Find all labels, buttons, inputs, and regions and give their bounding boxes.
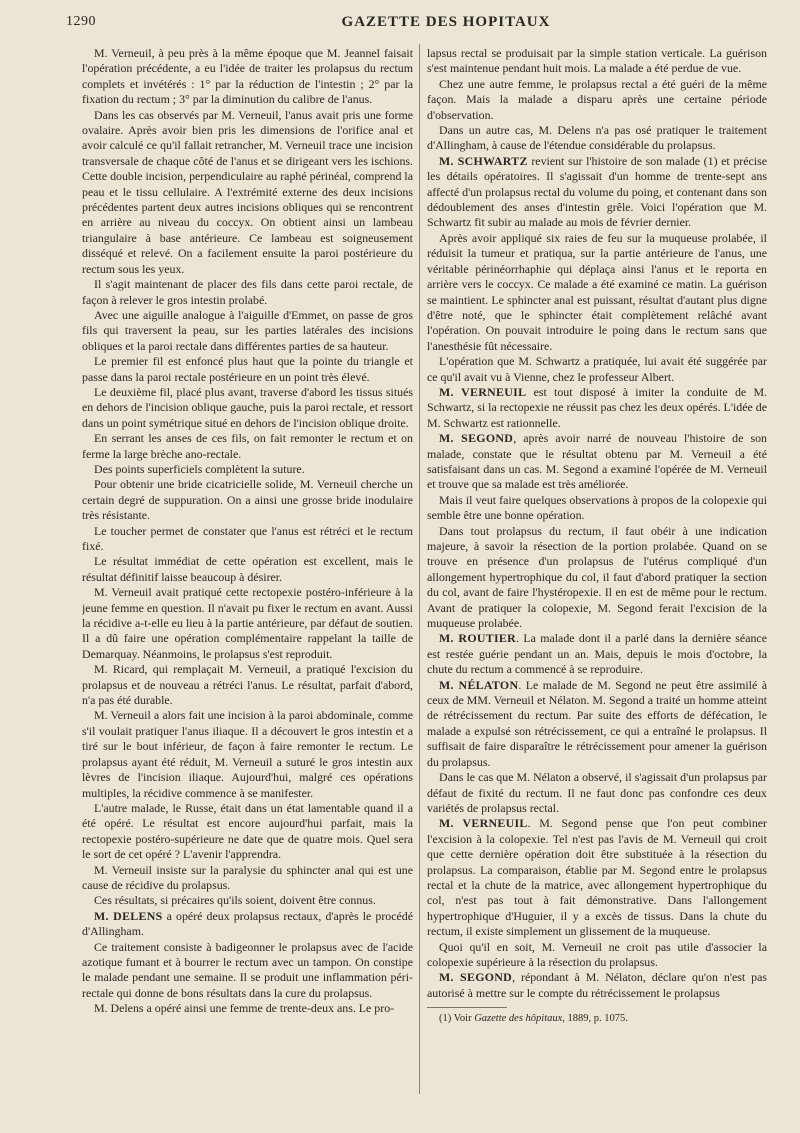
- paragraph: Des points superficiels complètent la suture.: [94, 461, 305, 476]
- paragraph: Dans les cas observés par M. Verneuil, l'anus avait pris une forme ovalaire. Après avoir bien pris les dimensions de l'orifice anal et avoir calculé ce qu'il fallait retrancher, M. Verneuil trace une incision transversale de chaque côté de l'anus et se dirigeant vers les ischions. Cette double incision, perpendiculaire au raphé périnéal, comprend la peau et le tissu cellulaire. A l'extrémité externe des deux incisions précédentes partent deux autres incisions obliques qui se rencontrent en arrière au niveau du coccyx. On obtient ainsi un lambeau triangulaire à base antérieure. Ce lambeau est soigneusement disséqué et relevé. On a facilement ensuite la paroi postérieure du rectum sous les yeux.: [82, 107, 413, 276]
- speaker-name: M. VERNEUIL: [439, 816, 528, 831]
- paragraph: M. Verneuil, à peu près à la même époque que M. Jeannel faisait l'opération précédente, a eu l'idée de traiter les prolapsus du rectum complets et invétérés : 1° par la réduction de l'intestin ; 2° par la fixation du rectum ; 3° par la diminution du calibre de l'anus.: [82, 46, 413, 107]
- running-title: GAZETTE DES HOPITAUX: [341, 14, 551, 30]
- paragraph: M. NÉLATON. Le malade de M. Segond ne peut être assimilé à ceux de MM. Verneuil et Nélaton. M. Segond a traité un homme atteint de rétrécissement du rectum. Par suite des efforts de défécation, le malade a expulsé son rétrécissement, ce qui a entraîné le prolapsus. Il suffisait de faire disparaître le rétrécissement pour amener la guérison du prolapsus.: [427, 677, 767, 769]
- left-column: [82, 46, 413, 1103]
- speaker-name: M. NÉLATON: [439, 677, 519, 692]
- paragraph: lapsus rectal se produisait par la simple station verticale. La guérison s'est maintenue pendant huit mois. La malade a été perdue de vue.: [427, 46, 767, 76]
- footnote-reference: , 1889, p. 1075.: [562, 1013, 628, 1025]
- paragraph: Ces résultats, si précaires qu'ils soient, doivent être connus.: [94, 893, 376, 908]
- right-column: [427, 46, 767, 1103]
- paragraph: M. SCHWARTZ revient sur l'histoire de son malade (1) et précise les détails opératoires. Il s'agissait d'un homme de trente-sept ans affecté d'un prolapsus rectal du volume du poing, et contenant dans son dédoublement des anses d'intestin grêle. Voici l'opération que M. Schwartz fit subir au malade au mois de février dernier.: [427, 153, 767, 230]
- paragraph: M. Delens a opéré ainsi une femme de trente-deux ans. Le pro-: [94, 1001, 395, 1016]
- paragraph: M. DELENS a opéré deux prolapsus rectaux, d'après le procédé d'Allingham.: [82, 908, 413, 939]
- paragraph: M. SEGOND, répondant à M. Nélaton, déclare qu'on n'est pas autorisé à mettre sur le compte du rétrécissement le prolapsus: [427, 970, 767, 1000]
- paragraph: Dans le cas que M. Nélaton a observé, il s'agissait d'un prolapsus par défaut de fixité du rectum. Il ne faut donc pas confondre ces deux variétés de prolapsus rectal.: [427, 770, 767, 815]
- paragraph: Chez une autre femme, le prolapsus rectal a été guéri de la même façon. Mais la malade a disparu après une certaine période d'observation.: [427, 76, 767, 122]
- paragraph: Il s'agit maintenant de placer des fils dans cette paroi rectale, de façon à relever le gros intestin prolabé.: [82, 277, 413, 307]
- paragraph: Dans un autre cas, M. Delens n'a pas osé pratiquer le traitement d'Allingham, à cause de l'étendue considérable du prolapsus.: [427, 123, 767, 153]
- page-number: 1290: [66, 14, 96, 29]
- paragraph: En serrant les anses de ces fils, on fait remonter le rectum et on ferme la large brèche ano-rectale.: [82, 431, 413, 461]
- paragraph: M. Ricard, qui remplaçait M. Verneuil, a pratiqué l'excision du prolapsus et de nouveau a rétréci l'anus. Le résultat, parfait d'abord, n'a pas été durable.: [82, 662, 413, 708]
- paragraph: Ce traitement consiste à badigeonner le prolapsus avec de l'acide azotique fumant et à bourrer le rectum avec un tampon. On constipe le malade pendant une semaine. Il se produit une inflammation péri-rectale qui donne de bons résultats dans la cure du prolapsus.: [82, 939, 413, 1000]
- speaker-name: M. VERNEUIL: [439, 384, 527, 399]
- paragraph: M. ROUTIER. La malade dont il a parlé dans la dernière séance est restée guérie pendant un an. Mais, depuis le mois d'octobre, la chute du rectum a commencé à se reproduire.: [427, 631, 767, 677]
- paragraph: M. Verneuil avait pratiqué cette rectopexie postéro-inférieure à la jeune femme en question. Il n'avait pu fixer le rectum en avant. Aussi la récidive a-t-elle eu lieu à la partie antérieure, par défaut de soutien. Il a dû faire une opération complémentaire rappelant la taille de Demarquay. Néanmoins, le prolapsus s'est reproduit.: [82, 585, 413, 661]
- paragraph: Le premier fil est enfoncé plus haut que la pointe du triangle et passe dans la paroi rectale postérieure en un point très élevé.: [82, 354, 413, 384]
- paragraph: L'opération que M. Schwartz a pratiquée, lui avait été suggérée par ce qu'il avait vu à Vienne, chez le professeur Albert.: [427, 354, 767, 384]
- paragraph: Le deuxième fil, placé plus avant, traverse d'abord les tissus situés en dehors de l'incision oblique gauche, puis la paroi rectale, et ressort dans un point symétrique situé en dehors de l'incision oblique droite.: [82, 384, 413, 430]
- speaker-name: M. SCHWARTZ: [439, 153, 528, 168]
- column-divider: [419, 44, 420, 1094]
- page-header: [66, 14, 766, 36]
- paragraph: M. Verneuil insiste sur la paralysie du sphincter anal qui est une cause de récidive du prolapsus.: [82, 862, 413, 892]
- paragraph: Avec une aiguille analogue à l'aiguille d'Emmet, on passe de gros fils qui traversent la peau, sur les parties latérales des incisions obliques et la paroi rectale dans différentes parties de sa hauteur.: [82, 307, 413, 353]
- paragraph: L'autre malade, le Russe, était dans un état lamentable quand il a été opéré. Le résultat est encore aujourd'hui parfait, mais la rectopexie postéro-supérieure ne date que de quatre mois. Quel sera le sort de cet opéré ? L'avenir l'apprendra.: [82, 800, 413, 862]
- paragraph: Dans tout prolapsus du rectum, il faut obéir à une indication majeure, à savoir la résection de la portion prolabée. Quand on se trouve en présence d'un prolapsus de l'utérus compliqué d'un allongement hypertrophique du col, il faut d'abord pratiquer la section du col, avant de faire l'hystéropexie. Il en est de même pour le rectum. Avant de pratiquer la colopexie, M. Segond ferait l'excision de la muqueuse prolabée.: [427, 523, 767, 631]
- paragraph: M. SEGOND, après avoir narré de nouveau l'histoire de son malade, constate que le résultat obtenu par M. Verneuil a été satisfaisant dans un cas. M. Segond a examiné l'opérée de M. Verneuil et trouve que sa malade est très améliorée.: [427, 431, 767, 492]
- speaker-name: M. DELENS: [94, 908, 163, 923]
- paragraph: M. VERNEUIL. M. Segond pense que l'on peut combiner l'excision à la colopexie. Tel n'est pas l'avis de M. Verneuil qui croit que cette dernière opération doit être substituée à la résection du prolapsus. La comparaison, établie par M. Segond entre le prolapsus rectal et la chute de la matrice, avec allongement hypertrophique du col, n'est pas tout à fait démonstrative. Dans l'allongement hypertrophique d'Huguier, il y a excès de tissus. Dans la chute du rectum, il existe simplement un glissement de la muqueuse.: [427, 816, 767, 939]
- paragraph: Le toucher permet de constater que l'anus est rétréci et le rectum fixé.: [82, 523, 413, 553]
- footnote-marker: (1) Voir: [439, 1013, 472, 1025]
- speaker-name: M. ROUTIER: [439, 631, 517, 646]
- paragraph: Pour obtenir une bride cicatricielle solide, M. Verneuil cherche un certain degré de suppuration. On a ainsi une grosse bride inodulaire très résistante.: [82, 477, 413, 523]
- paragraph: Quoi qu'il en soit, M. Verneuil ne croit pas utile d'associer la colopexie supérieure à la résection du prolapsus.: [427, 939, 767, 969]
- paragraph: Le résultat immédiat de cette opération est excellent, mais le résultat définitif laisse beaucoup à désirer.: [82, 554, 413, 584]
- speaker-name: M. SEGOND: [439, 970, 513, 985]
- footnote: [427, 1012, 767, 1025]
- paragraph: M. VERNEUIL est tout disposé à imiter la conduite de M. Schwartz, si la rectopexie ne réussit pas chez les deux opérés. L'idée de M. Schwartz est rationnelle.: [427, 384, 767, 430]
- paragraph: M. Verneuil a alors fait une incision à la paroi abdominale, comme s'il voulait pratiquer l'anus iliaque. Il a découvert le gros intestin et a tiré sur le bout inférieur, de façon à faire remonter le rectum. Le prolapsus ayant été réduit, M. Verneuil a suturé le gros intestin aux lèvres de l'incision iliaque. Aujourd'hui, malgré ces opérations multiples, la récidive commence à se manifester.: [82, 708, 413, 800]
- speaker-name: M. SEGOND: [439, 431, 514, 446]
- paragraph: Mais il veut faire quelques observations à propos de la colopexie qui semble être une bonne opération.: [427, 492, 767, 523]
- footnote-journal: Gazette des hôpitaux: [474, 1013, 563, 1025]
- paragraph: Après avoir appliqué six raies de feu sur la muqueuse prolabée, il réduisit la tumeur et pratiqua, sur la partie antérieure de l'anus, une véritable périnéorrhaphie qui déplaça ainsi l'anus et le reporta en arrière vers le coccyx. Ce malade a été examiné ce matin. La guérison se maintient. Le sphincter anal est puissant, résultat d'autant plus digne d'être noté, que le sphincter était complètement relâché avant l'opération. On pouvait introduire le poing dans le rectum sans que l'anesthésie fût nécessaire.: [427, 230, 767, 353]
- footnote-divider: [427, 1007, 507, 1008]
